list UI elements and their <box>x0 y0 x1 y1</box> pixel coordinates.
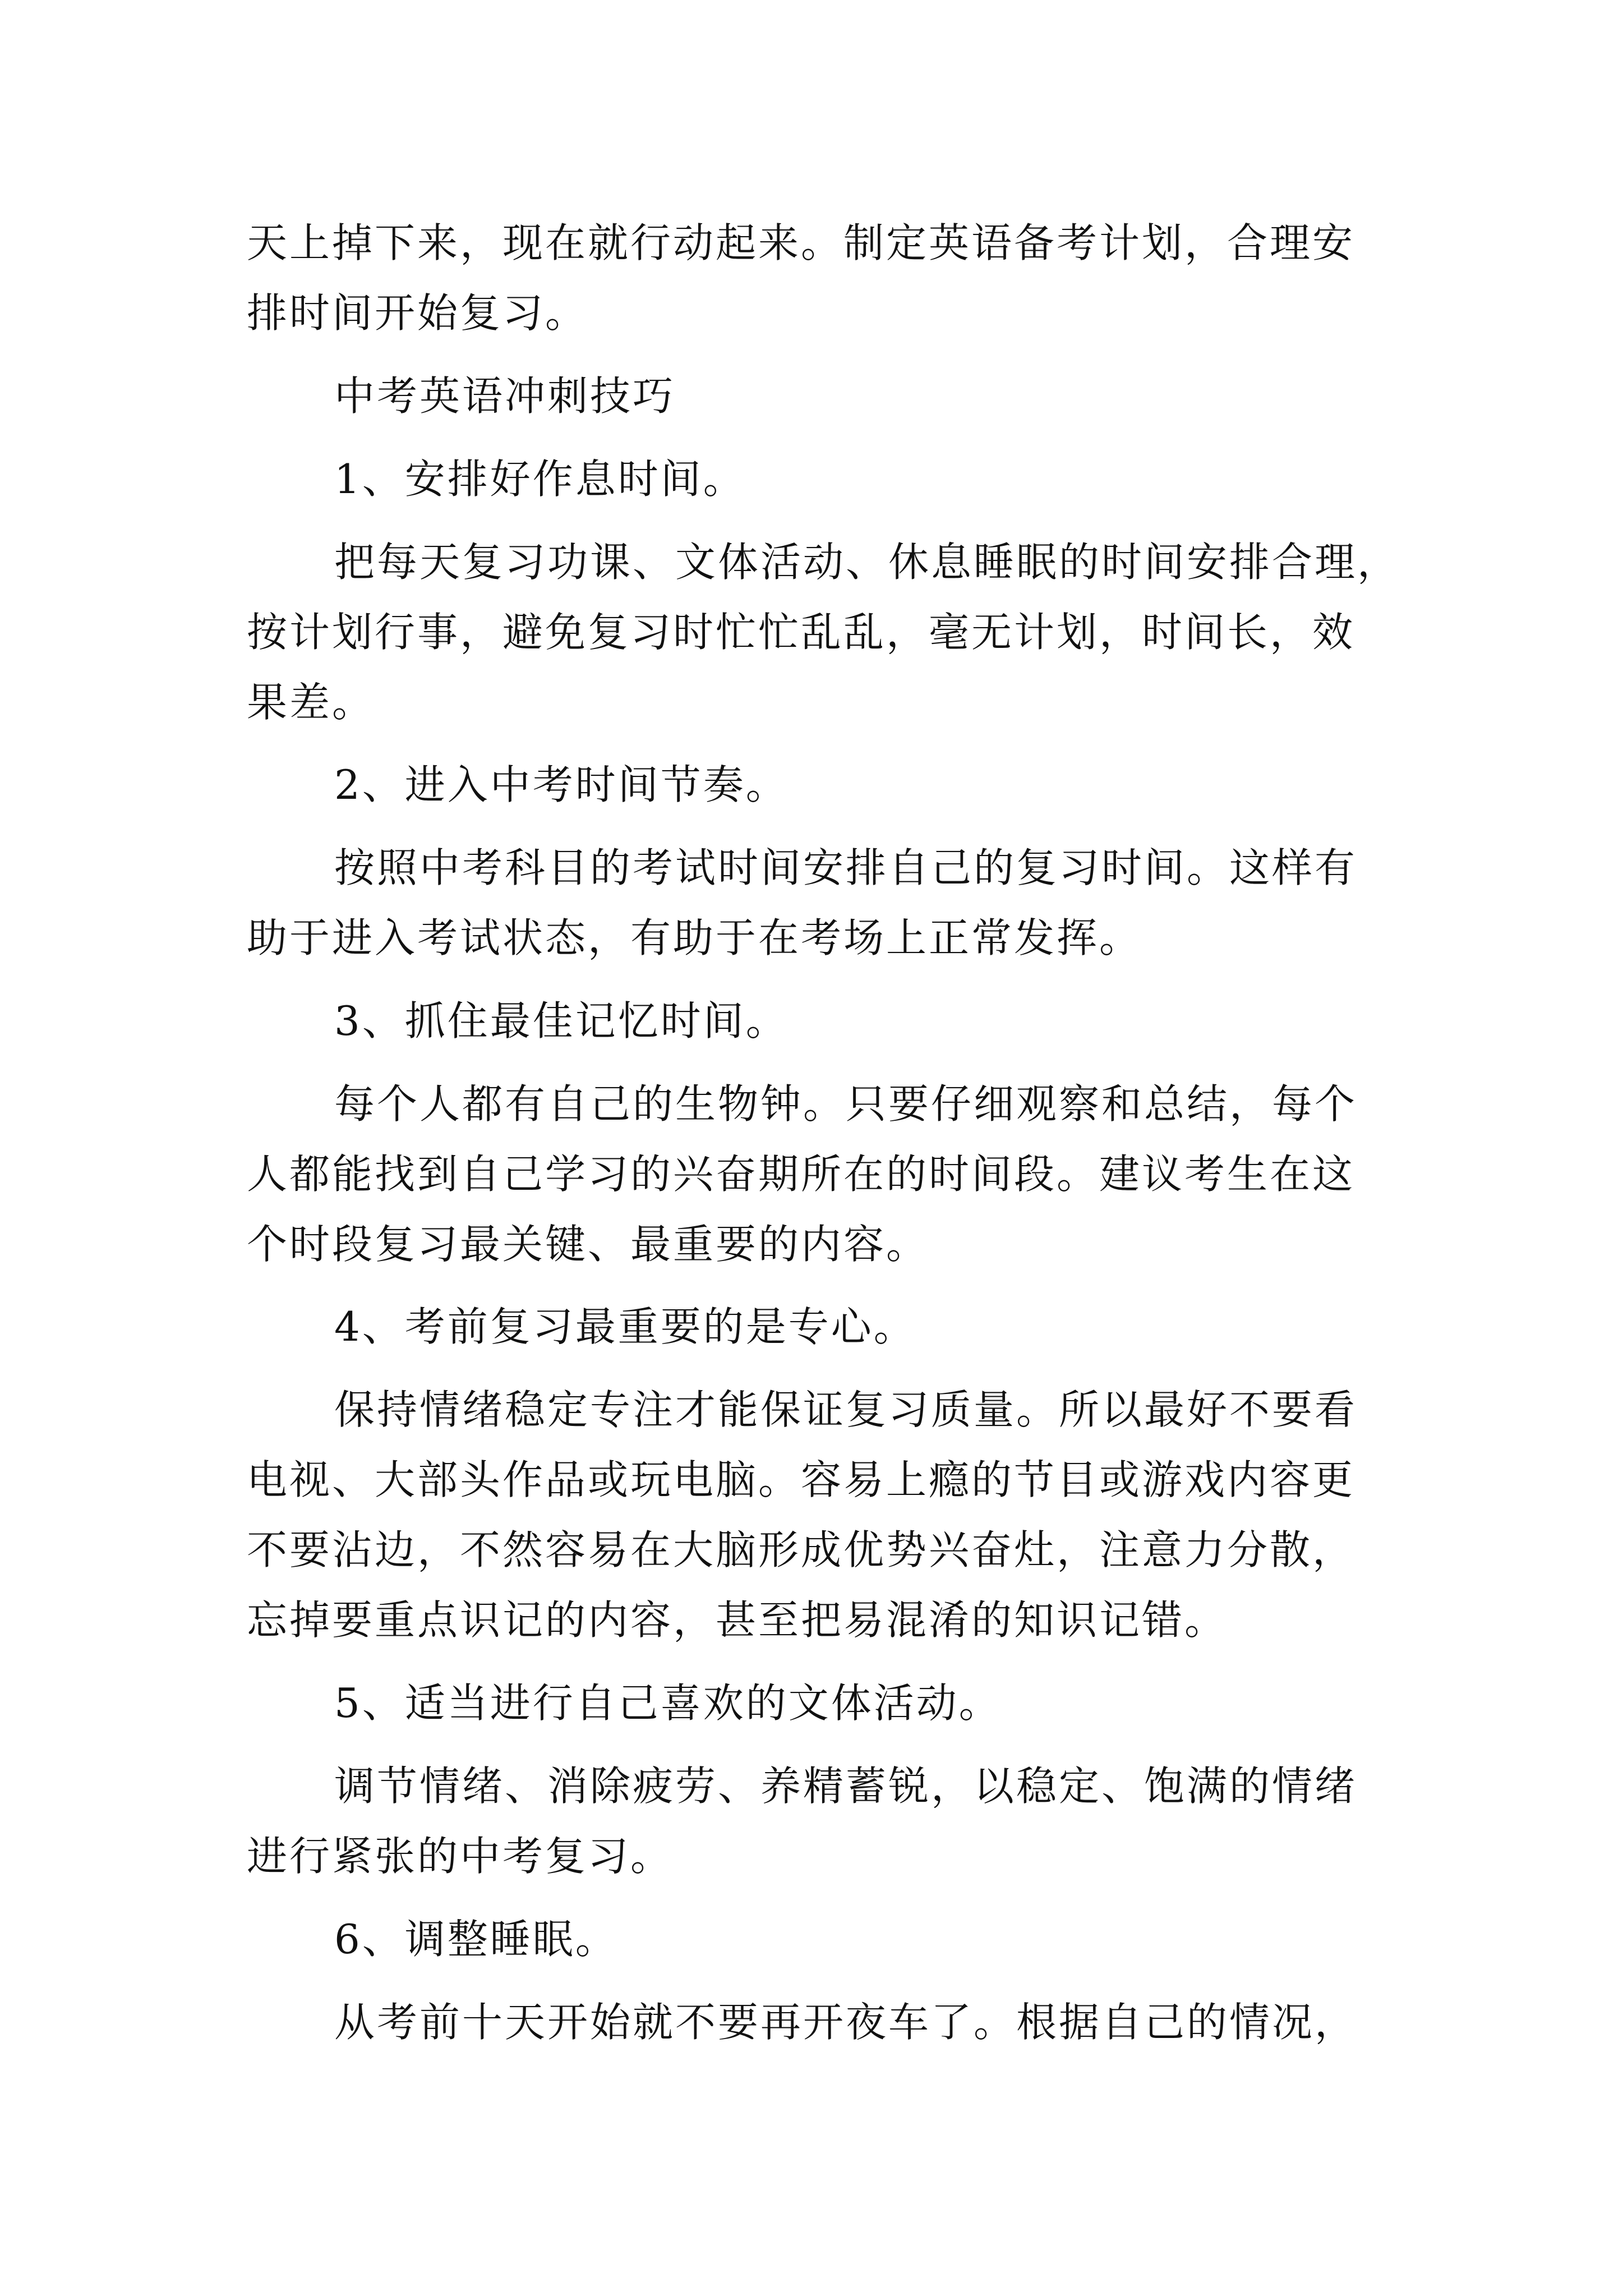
paragraph-line: 果差。 <box>247 679 375 726</box>
paragraph-line: 进行紧张的中考复习。 <box>247 1833 674 1880</box>
paragraph-line: 电视、大部头作品或玩电脑。容易上瘾的节目或游戏内容更 <box>247 1456 1355 1503</box>
list-item-heading: 2、进入中考时间节奏。 <box>334 761 789 808</box>
paragraph-line: 按计划行事，避免复习时忙忙乱乱，毫无计划，时间长，效 <box>247 609 1355 656</box>
paragraph-line: 人都能找到自己学习的兴奋期所在的时间段。建议考生在这 <box>247 1151 1355 1198</box>
section-heading: 中考英语冲刺技巧 <box>334 372 676 420</box>
paragraph-line: 天上掉下来，现在就行动起来。制定英语备考计划，合理安 <box>247 219 1355 266</box>
paragraph-line: 把每天复习功课、文体活动、休息睡眠的时间安排合理， <box>334 539 1400 586</box>
paragraph-line: 忘掉要重点识记的内容，甚至把易混淆的知识记错。 <box>247 1596 1228 1644</box>
list-item-heading: 5、适当进行自己喜欢的文体活动。 <box>334 1680 1002 1727</box>
list-item-heading: 6、调整睡眠。 <box>334 1916 618 1963</box>
list-item-heading: 4、考前复习最重要的是专心。 <box>334 1303 916 1350</box>
paragraph-line: 从考前十天开始就不要再开夜车了。根据自己的情况， <box>334 1999 1358 2046</box>
paragraph-line: 每个人都有自己的生物钟。只要仔细观察和总结，每个 <box>334 1080 1358 1128</box>
paragraph-line: 助于进入考试状态，有助于在考场上正常发挥。 <box>247 914 1142 961</box>
paragraph-line: 按照中考科目的考试时间安排自己的复习时间。这样有 <box>334 844 1358 891</box>
paragraph-line: 调节情绪、消除疲劳、养精蓄锐，以稳定、饱满的情绪 <box>334 1763 1358 1810</box>
paragraph-line: 排时间开始复习。 <box>247 289 588 337</box>
paragraph-line: 不要沾边，不然容易在大脑形成优势兴奋灶，注意力分散， <box>247 1526 1355 1573</box>
list-item-heading: 1、安排好作息时间。 <box>334 455 746 503</box>
list-item-heading: 3、抓住最佳记忆时间。 <box>334 997 789 1045</box>
paragraph-line: 个时段复习最关键、最重要的内容。 <box>247 1221 929 1268</box>
paragraph-line: 保持情绪稳定专注才能保证复习质量。所以最好不要看 <box>334 1386 1358 1433</box>
